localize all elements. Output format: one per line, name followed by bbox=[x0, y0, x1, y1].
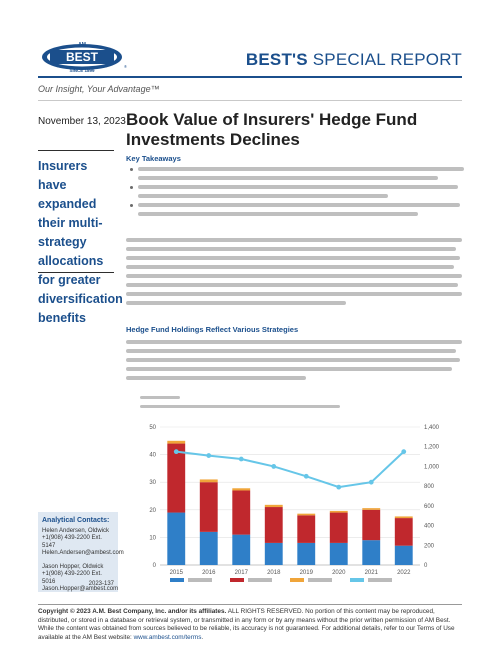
pull-quote-bottom-rule bbox=[38, 272, 114, 273]
legend-swatch bbox=[230, 578, 244, 582]
hedge-fund-holdings-chart bbox=[130, 415, 460, 590]
logo-small-text: AM bbox=[78, 42, 86, 48]
tagline-rule bbox=[38, 100, 462, 101]
bar-segment bbox=[362, 508, 380, 510]
y2-tick-label: 400 bbox=[424, 523, 435, 530]
line-point bbox=[206, 453, 211, 458]
text-line bbox=[138, 167, 464, 171]
x-tick-label: 2016 bbox=[202, 570, 216, 576]
y-tick-label: 50 bbox=[149, 425, 156, 431]
am-best-logo bbox=[40, 38, 130, 74]
bar-segment bbox=[265, 543, 283, 565]
terms-link[interactable]: www.ambest.com/terms bbox=[133, 633, 202, 641]
line-point bbox=[336, 485, 341, 490]
text-line bbox=[138, 212, 418, 216]
legend-text-placeholder bbox=[368, 578, 392, 582]
report-date: November 13, 2023 bbox=[38, 116, 126, 127]
x-tick-label: 2022 bbox=[397, 570, 411, 576]
line-point bbox=[271, 464, 276, 469]
contact-line: Helen Andersen, Oldwick bbox=[42, 527, 110, 534]
report-title-rest: SPECIAL REPORT bbox=[307, 50, 462, 69]
bar-segment bbox=[232, 488, 250, 490]
y2-tick-label: 800 bbox=[424, 484, 435, 491]
y2-tick-label: 1,200 bbox=[424, 444, 440, 451]
text-line bbox=[126, 349, 456, 353]
bar-segment bbox=[330, 511, 348, 513]
text-line bbox=[126, 301, 346, 305]
bullet bbox=[130, 168, 133, 171]
bar-segment bbox=[330, 543, 348, 565]
text-line bbox=[138, 176, 438, 180]
report-header bbox=[0, 0, 500, 80]
header-rule bbox=[38, 76, 462, 78]
copyright-footer bbox=[38, 608, 462, 642]
bar-segment bbox=[297, 514, 315, 516]
x-tick-label: 2015 bbox=[169, 570, 183, 576]
bar-segment bbox=[200, 479, 218, 482]
bar-segment bbox=[297, 543, 315, 565]
svg-text:®: ® bbox=[124, 64, 127, 69]
exhibit-label bbox=[140, 396, 180, 399]
report-title-bold: BEST'S bbox=[245, 50, 308, 69]
bar-segment bbox=[265, 505, 283, 507]
y-tick-label: 30 bbox=[149, 480, 156, 487]
bar-segment bbox=[362, 540, 380, 565]
line-point bbox=[401, 449, 406, 454]
bar-segment bbox=[232, 490, 250, 534]
footer-rule bbox=[38, 604, 462, 605]
x-tick-label: 2019 bbox=[299, 570, 313, 576]
legend-swatch bbox=[290, 578, 304, 582]
legend-text-placeholder bbox=[188, 578, 212, 582]
y-tick-label: 40 bbox=[149, 452, 156, 459]
text-line bbox=[126, 376, 306, 380]
report-code: 2023-137 bbox=[88, 580, 114, 587]
contact-line: +1(908) 439-2200 Ext. 5147 bbox=[42, 535, 102, 549]
key-takeaways-label: Key Takeaways bbox=[126, 154, 181, 163]
pull-quote-top-rule bbox=[38, 150, 114, 151]
bar-segment bbox=[395, 546, 413, 565]
analytical-contacts bbox=[38, 512, 124, 592]
x-tick-label: 2020 bbox=[332, 570, 346, 576]
pull-quote: Insurers have expanded their multi-strategy allocations for greater diversification benefits bbox=[38, 159, 123, 325]
x-tick-label: 2018 bbox=[267, 570, 281, 576]
exhibit-title bbox=[140, 405, 340, 408]
copyright-text: ALL RIGHTS RESERVED. No portion of this content may be reproduced, distributed, or stored in a database or retrieval system, or transmitted in any form or by any means without the prior written permission of AM Best. While the content was obtained from sources believed to be reliable, its accuracy is not guaranteed. For additional details, refer to our Terms of Use available at the AM Best website: bbox=[38, 608, 455, 641]
legend-swatch bbox=[350, 578, 364, 582]
y-tick-label: 10 bbox=[149, 535, 156, 542]
bar-segment bbox=[330, 513, 348, 543]
copyright-bold: Copyright © 2023 A.M. Best Company, Inc. and/or its affiliates. bbox=[38, 608, 227, 615]
text-line bbox=[126, 358, 460, 362]
text-line bbox=[126, 265, 454, 269]
bar-segment bbox=[167, 441, 185, 444]
text-line bbox=[138, 194, 388, 198]
y-tick-label: 0 bbox=[152, 563, 156, 569]
y2-tick-label: 1,000 bbox=[424, 464, 440, 471]
y2-tick-label: 0 bbox=[424, 563, 428, 569]
tagline: Our Insight, Your Advantage™ bbox=[38, 84, 160, 94]
contacts-heading: Analytical Contacts: bbox=[42, 517, 110, 524]
article-headline: Book Value of Insurers' Hedge Fund Investments Declines bbox=[126, 110, 418, 149]
contact-line: Jason Hopper, Oldwick bbox=[42, 563, 104, 570]
text-line bbox=[126, 238, 462, 242]
y2-tick-label: 600 bbox=[424, 503, 435, 510]
bar-segment bbox=[395, 516, 413, 518]
bar-segment bbox=[200, 532, 218, 565]
text-line bbox=[126, 340, 462, 344]
text-line bbox=[126, 367, 452, 371]
text-line bbox=[126, 247, 456, 251]
text-line bbox=[138, 185, 458, 189]
bar-segment bbox=[200, 482, 218, 532]
section-heading: Hedge Fund Holdings Reflect Various Strategies bbox=[126, 325, 299, 334]
x-tick-label: 2021 bbox=[364, 570, 378, 576]
contact-email[interactable]: Helen.Andersen@ambest.com bbox=[42, 550, 124, 556]
line-point bbox=[174, 449, 179, 454]
bar-segment bbox=[297, 515, 315, 543]
y2-tick-label: 1,400 bbox=[424, 425, 440, 431]
legend-text-placeholder bbox=[248, 578, 272, 582]
bar-segment bbox=[232, 535, 250, 565]
y2-tick-label: 200 bbox=[424, 543, 435, 550]
text-line bbox=[126, 292, 462, 296]
text-line bbox=[126, 274, 462, 278]
text-line bbox=[126, 256, 460, 260]
logo-since: SINCE 1899 bbox=[69, 68, 95, 73]
x-tick-label: 2017 bbox=[234, 570, 248, 576]
line-point bbox=[369, 480, 374, 485]
contact-email[interactable]: Jason.Hopper@ambest.com bbox=[42, 586, 119, 592]
legend-swatch bbox=[170, 578, 184, 582]
text-line bbox=[138, 203, 460, 207]
report-title bbox=[246, 50, 462, 70]
y-tick-label: 20 bbox=[149, 507, 156, 514]
line-point bbox=[239, 457, 244, 462]
contact-line: +1(908) 439-2200 Ext. 5016 bbox=[42, 571, 102, 585]
logo-name: BEST bbox=[65, 50, 99, 64]
bullet bbox=[130, 204, 133, 207]
text-line bbox=[126, 283, 458, 287]
line-point bbox=[304, 474, 309, 479]
bar-segment bbox=[167, 513, 185, 565]
bar-segment bbox=[395, 518, 413, 546]
copyright-end: . bbox=[201, 633, 204, 641]
bullet bbox=[130, 186, 133, 189]
bar-segment bbox=[265, 507, 283, 543]
legend-text-placeholder bbox=[308, 578, 332, 582]
bar-segment bbox=[362, 510, 380, 540]
